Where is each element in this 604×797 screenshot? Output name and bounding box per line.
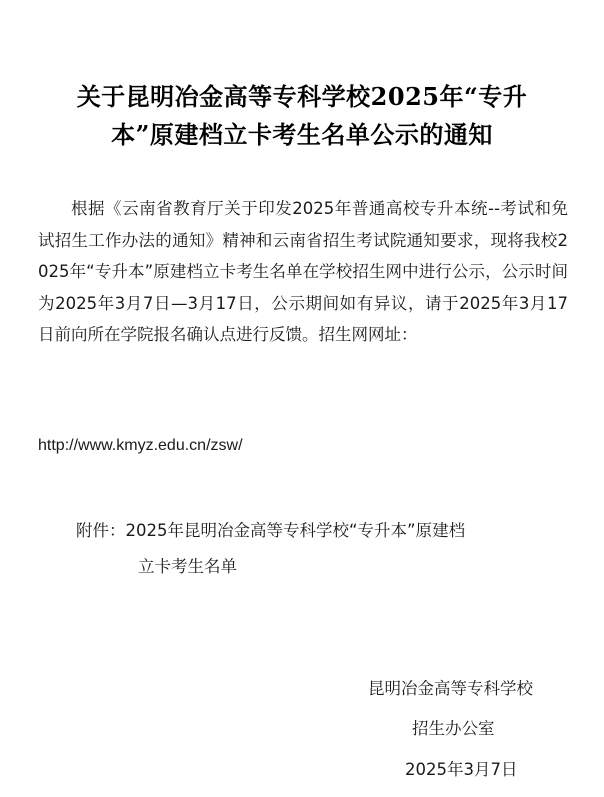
attachment-line-2: 立卡考生名单 — [138, 557, 237, 576]
notice-paragraph: 根据《云南省教育厅关于印发2025年普通高校专升本统--考试和免试招生工作办法的通知》精神和云南省招生考试院通知要求，现将我校2025年“专升本”原建档立卡考生名单在学校招生网中进行公示，公示时间为2025年3月7日—3月17日，公示期间如有异议，请于2025年3月17日前向所在学院报名确认点进行反馈。招生网网址： — [38, 199, 568, 344]
attachment-label: 附件： — [76, 521, 126, 540]
attachment-line-1: 2025年昆明冶金高等专科学校“专升本”原建档 — [125, 521, 466, 540]
document-title — [20, 78, 584, 154]
signature-office: 招生办公室 — [412, 719, 495, 738]
title-line-1: 关于昆明冶金高等专科学校2025年“专升 — [76, 82, 528, 111]
attachment-block — [76, 513, 576, 585]
signature-date: 2025年3月7日 — [405, 760, 518, 779]
website-url: http://www.kmyz.edu.cn/zsw/ — [38, 437, 243, 454]
title-line-2: 本”原建档立卡考生名单公示的通知 — [111, 120, 493, 149]
signature-school: 昆明冶金高等专科学校 — [368, 679, 533, 698]
